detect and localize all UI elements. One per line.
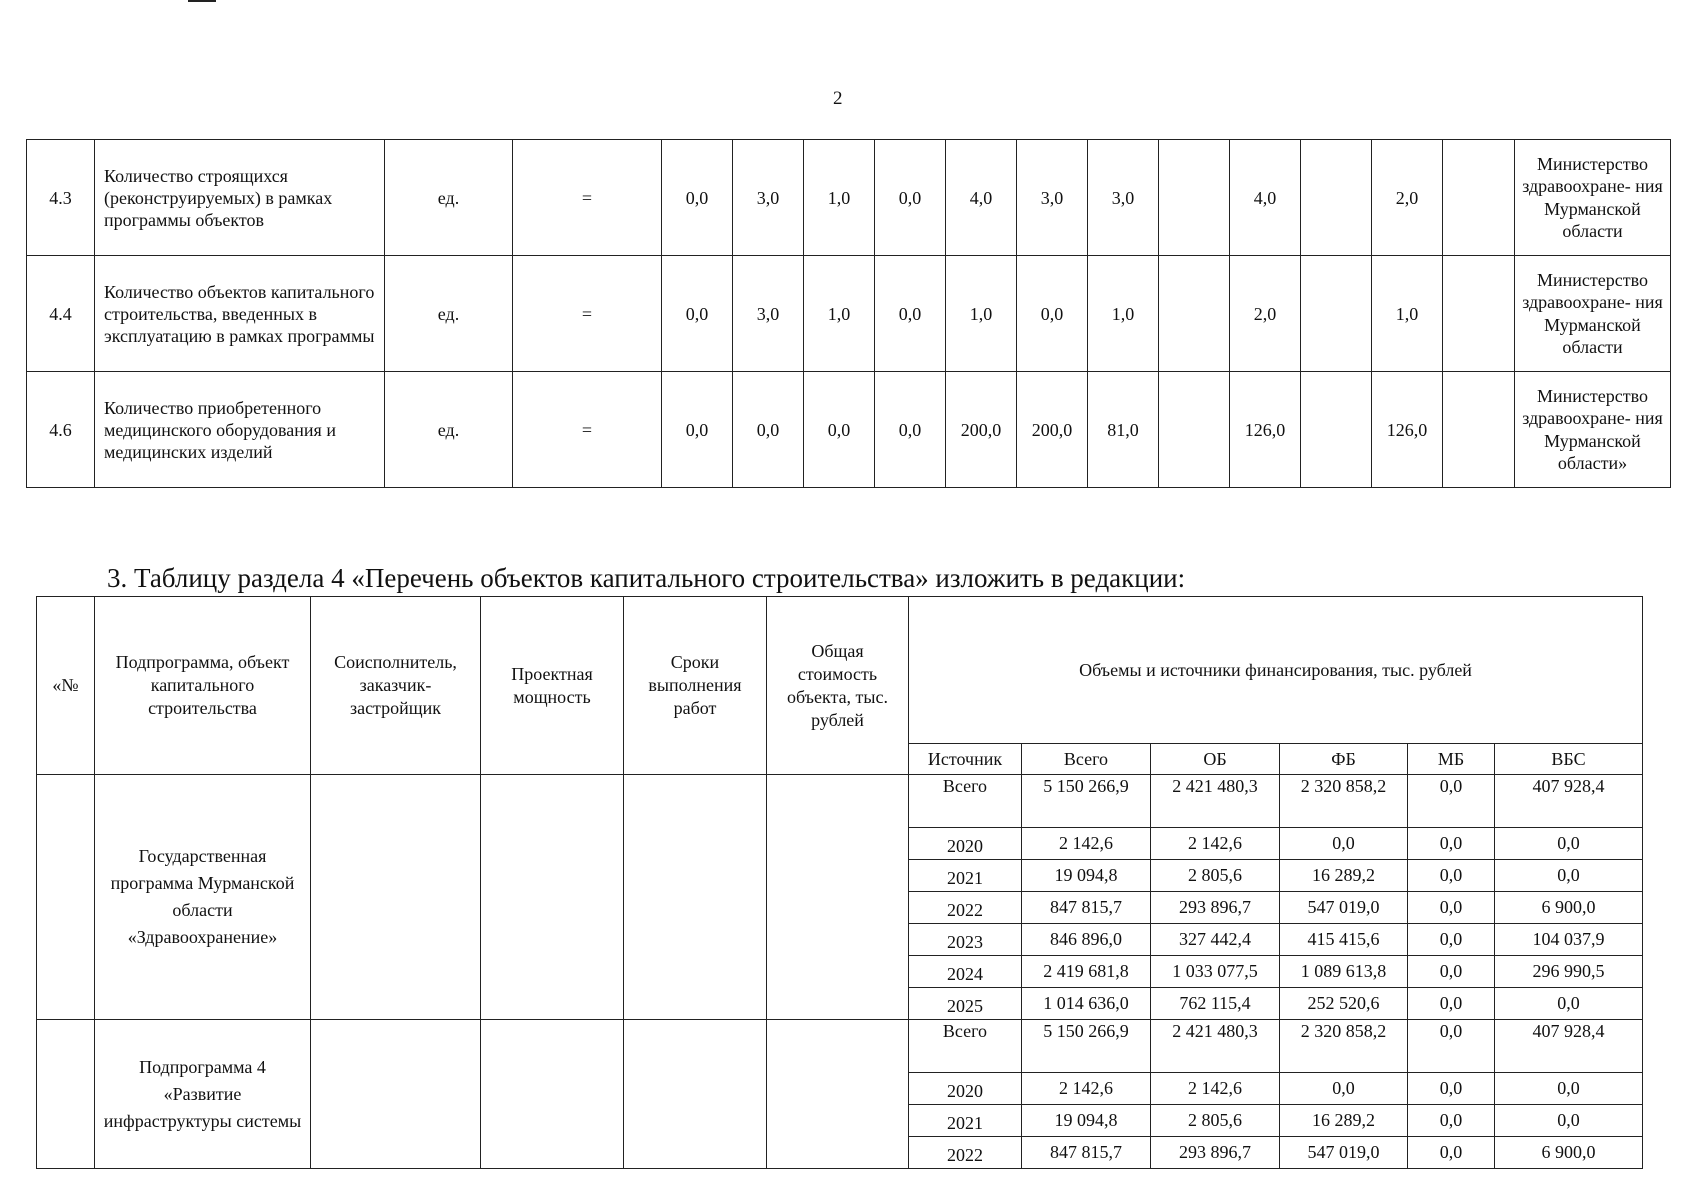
empty-num	[37, 775, 95, 1020]
value-cell: 1,0	[804, 256, 875, 372]
value-cell: 0,0	[662, 140, 733, 256]
header-coexecutor: Соисполнитель, заказчик- застройщик	[311, 597, 481, 775]
amount-cell: 847 815,7	[1022, 1137, 1151, 1169]
table-row	[37, 775, 1643, 828]
value-cell	[1301, 256, 1372, 372]
value-cell	[1159, 256, 1230, 372]
amount-cell: 547 019,0	[1280, 1137, 1408, 1169]
amount-cell: 0,0	[1408, 924, 1495, 956]
indicator-name: Количество строящихся (реконструируемых) в рамках программы объектов	[95, 140, 385, 256]
amount-cell: 407 928,4	[1495, 775, 1643, 828]
value-cell: 3,0	[733, 256, 804, 372]
header-cost: Общая стоимость объекта, тыс. рублей	[767, 597, 909, 775]
amount-cell: 6 900,0	[1495, 892, 1643, 924]
amount-cell: 0,0	[1280, 1073, 1408, 1105]
amount-cell: 2 142,6	[1022, 828, 1151, 860]
value-cell: 0,0	[875, 372, 946, 488]
amount-cell: 19 094,8	[1022, 860, 1151, 892]
source-cell: 2020	[909, 828, 1022, 860]
subheader-cell: Источник	[909, 744, 1022, 775]
empty-num	[37, 1020, 95, 1169]
program-label: Государственная программа Мурманской области «Здравоохранение»	[95, 775, 311, 1020]
source-cell: 2022	[909, 892, 1022, 924]
table-row	[27, 372, 1671, 488]
header-num: «№	[37, 597, 95, 775]
value-cell	[1301, 372, 1372, 488]
subheader-cell: ОБ	[1151, 744, 1280, 775]
amount-cell: 0,0	[1495, 860, 1643, 892]
value-cell: 2,0	[1372, 140, 1443, 256]
value-cell: 126,0	[1372, 372, 1443, 488]
empty-terms	[624, 775, 767, 1020]
value-cell: 0,0	[875, 256, 946, 372]
amount-cell: 0,0	[1408, 892, 1495, 924]
amount-cell: 846 896,0	[1022, 924, 1151, 956]
value-cell: 81,0	[1088, 372, 1159, 488]
responsible: Министерство здравоохране- ния Мурманской области	[1515, 256, 1671, 372]
amount-cell: 0,0	[1495, 828, 1643, 860]
amount-cell: 0,0	[1495, 1073, 1643, 1105]
amount-cell: 1 033 077,5	[1151, 956, 1280, 988]
table-row	[37, 1020, 1643, 1073]
value-cell: 126,0	[1230, 372, 1301, 488]
indicators-table	[26, 139, 1671, 488]
amount-cell: 415 415,6	[1280, 924, 1408, 956]
row-number: 4.6	[27, 372, 95, 488]
subheader-cell: Всего	[1022, 744, 1151, 775]
value-cell: 3,0	[733, 140, 804, 256]
value-cell: 1,0	[1372, 256, 1443, 372]
value-cell: 3,0	[1017, 140, 1088, 256]
value-cell: 1,0	[1088, 256, 1159, 372]
indicator-name: Количество объектов капитального строительства, введенных в эксплуатацию в рамках программы	[95, 256, 385, 372]
amount-cell: 1 089 613,8	[1280, 956, 1408, 988]
subheader-cell: ВБС	[1495, 744, 1643, 775]
value-cell	[1159, 140, 1230, 256]
trend-sign: =	[513, 256, 662, 372]
amount-cell: 6 900,0	[1495, 1137, 1643, 1169]
amount-cell: 296 990,5	[1495, 956, 1643, 988]
value-cell: 1,0	[804, 140, 875, 256]
value-cell: 0,0	[804, 372, 875, 488]
amount-cell: 0,0	[1495, 988, 1643, 1020]
empty-coexecutor	[311, 1020, 481, 1169]
value-cell: 1,0	[946, 256, 1017, 372]
header-funding: Объемы и источники финансирования, тыс. рублей	[909, 597, 1643, 744]
amount-cell: 0,0	[1408, 828, 1495, 860]
amount-cell: 104 037,9	[1495, 924, 1643, 956]
amount-cell: 0,0	[1408, 1137, 1495, 1169]
amount-cell: 847 815,7	[1022, 892, 1151, 924]
amount-cell: 0,0	[1408, 860, 1495, 892]
source-cell: 2025	[909, 988, 1022, 1020]
amount-cell: 0,0	[1495, 1105, 1643, 1137]
amount-cell: 5 150 266,9	[1022, 775, 1151, 828]
value-cell: 0,0	[733, 372, 804, 488]
amount-cell: 2 320 858,2	[1280, 775, 1408, 828]
subheader-cell: ФБ	[1280, 744, 1408, 775]
value-cell: 2,0	[1230, 256, 1301, 372]
unit: ед.	[385, 140, 513, 256]
value-cell: 0,0	[662, 256, 733, 372]
row-number: 4.4	[27, 256, 95, 372]
source-cell: 2021	[909, 1105, 1022, 1137]
amount-cell: 0,0	[1408, 775, 1495, 828]
amount-cell: 16 289,2	[1280, 1105, 1408, 1137]
header-terms: Сроки выполнения работ	[624, 597, 767, 775]
unit: ед.	[385, 372, 513, 488]
source-cell: 2020	[909, 1073, 1022, 1105]
amount-cell: 19 094,8	[1022, 1105, 1151, 1137]
table-row	[27, 256, 1671, 372]
amount-cell: 252 520,6	[1280, 988, 1408, 1020]
value-cell: 0,0	[662, 372, 733, 488]
amount-cell: 0,0	[1408, 956, 1495, 988]
amount-cell: 2 421 480,3	[1151, 775, 1280, 828]
empty-capacity	[481, 1020, 624, 1169]
amount-cell: 407 928,4	[1495, 1020, 1643, 1073]
amount-cell: 16 289,2	[1280, 860, 1408, 892]
amount-cell: 2 419 681,8	[1022, 956, 1151, 988]
empty-cost	[767, 1020, 909, 1169]
amount-cell: 327 442,4	[1151, 924, 1280, 956]
amount-cell: 547 019,0	[1280, 892, 1408, 924]
value-cell	[1159, 372, 1230, 488]
value-cell: 4,0	[946, 140, 1017, 256]
header-capacity: Проектная мощность	[481, 597, 624, 775]
row-number: 4.3	[27, 140, 95, 256]
source-cell: 2022	[909, 1137, 1022, 1169]
amount-cell: 5 150 266,9	[1022, 1020, 1151, 1073]
amount-cell: 2 142,6	[1151, 1073, 1280, 1105]
amount-cell: 2 320 858,2	[1280, 1020, 1408, 1073]
source-cell: 2024	[909, 956, 1022, 988]
section-title: 3. Таблицу раздела 4 «Перечень объектов капитального строительства» изложить в редакции:	[107, 563, 1186, 593]
source-cell: Всего	[909, 775, 1022, 828]
value-cell: 4,0	[1230, 140, 1301, 256]
top-edge-mark	[188, 0, 216, 2]
trend-sign: =	[513, 140, 662, 256]
trend-sign: =	[513, 372, 662, 488]
value-cell: 0,0	[875, 140, 946, 256]
empty-cost	[767, 775, 909, 1020]
value-cell	[1443, 256, 1515, 372]
amount-cell: 293 896,7	[1151, 892, 1280, 924]
value-cell	[1301, 140, 1372, 256]
source-cell: Всего	[909, 1020, 1022, 1073]
value-cell: 200,0	[1017, 372, 1088, 488]
header-program: Подпрограмма, объект капитального строительства	[95, 597, 311, 775]
amount-cell: 1 014 636,0	[1022, 988, 1151, 1020]
responsible: Министерство здравоохране- ния Мурманской области	[1515, 140, 1671, 256]
empty-capacity	[481, 775, 624, 1020]
amount-cell: 2 421 480,3	[1151, 1020, 1280, 1073]
program-label: Подпрограмма 4 «Развитие инфраструктуры системы	[95, 1020, 311, 1169]
amount-cell: 0,0	[1408, 1020, 1495, 1073]
value-cell: 0,0	[1017, 256, 1088, 372]
empty-coexecutor	[311, 775, 481, 1020]
source-cell: 2021	[909, 860, 1022, 892]
value-cell: 3,0	[1088, 140, 1159, 256]
amount-cell: 0,0	[1408, 1073, 1495, 1105]
amount-cell: 2 142,6	[1022, 1073, 1151, 1105]
amount-cell: 0,0	[1408, 988, 1495, 1020]
responsible: Министерство здравоохране- ния Мурманской области»	[1515, 372, 1671, 488]
amount-cell: 2 142,6	[1151, 828, 1280, 860]
capital-construction-table	[36, 596, 1643, 1169]
amount-cell: 2 805,6	[1151, 860, 1280, 892]
page-number: 2	[833, 88, 843, 109]
amount-cell: 2 805,6	[1151, 1105, 1280, 1137]
value-cell: 200,0	[946, 372, 1017, 488]
empty-terms	[624, 1020, 767, 1169]
amount-cell: 0,0	[1280, 828, 1408, 860]
unit: ед.	[385, 256, 513, 372]
amount-cell: 0,0	[1408, 1105, 1495, 1137]
value-cell	[1443, 140, 1515, 256]
source-cell: 2023	[909, 924, 1022, 956]
indicator-name: Количество приобретенного медицинского оборудования и медицинских изделий	[95, 372, 385, 488]
subheader-cell: МБ	[1408, 744, 1495, 775]
amount-cell: 762 115,4	[1151, 988, 1280, 1020]
value-cell	[1443, 372, 1515, 488]
table-row	[27, 140, 1671, 256]
amount-cell: 293 896,7	[1151, 1137, 1280, 1169]
